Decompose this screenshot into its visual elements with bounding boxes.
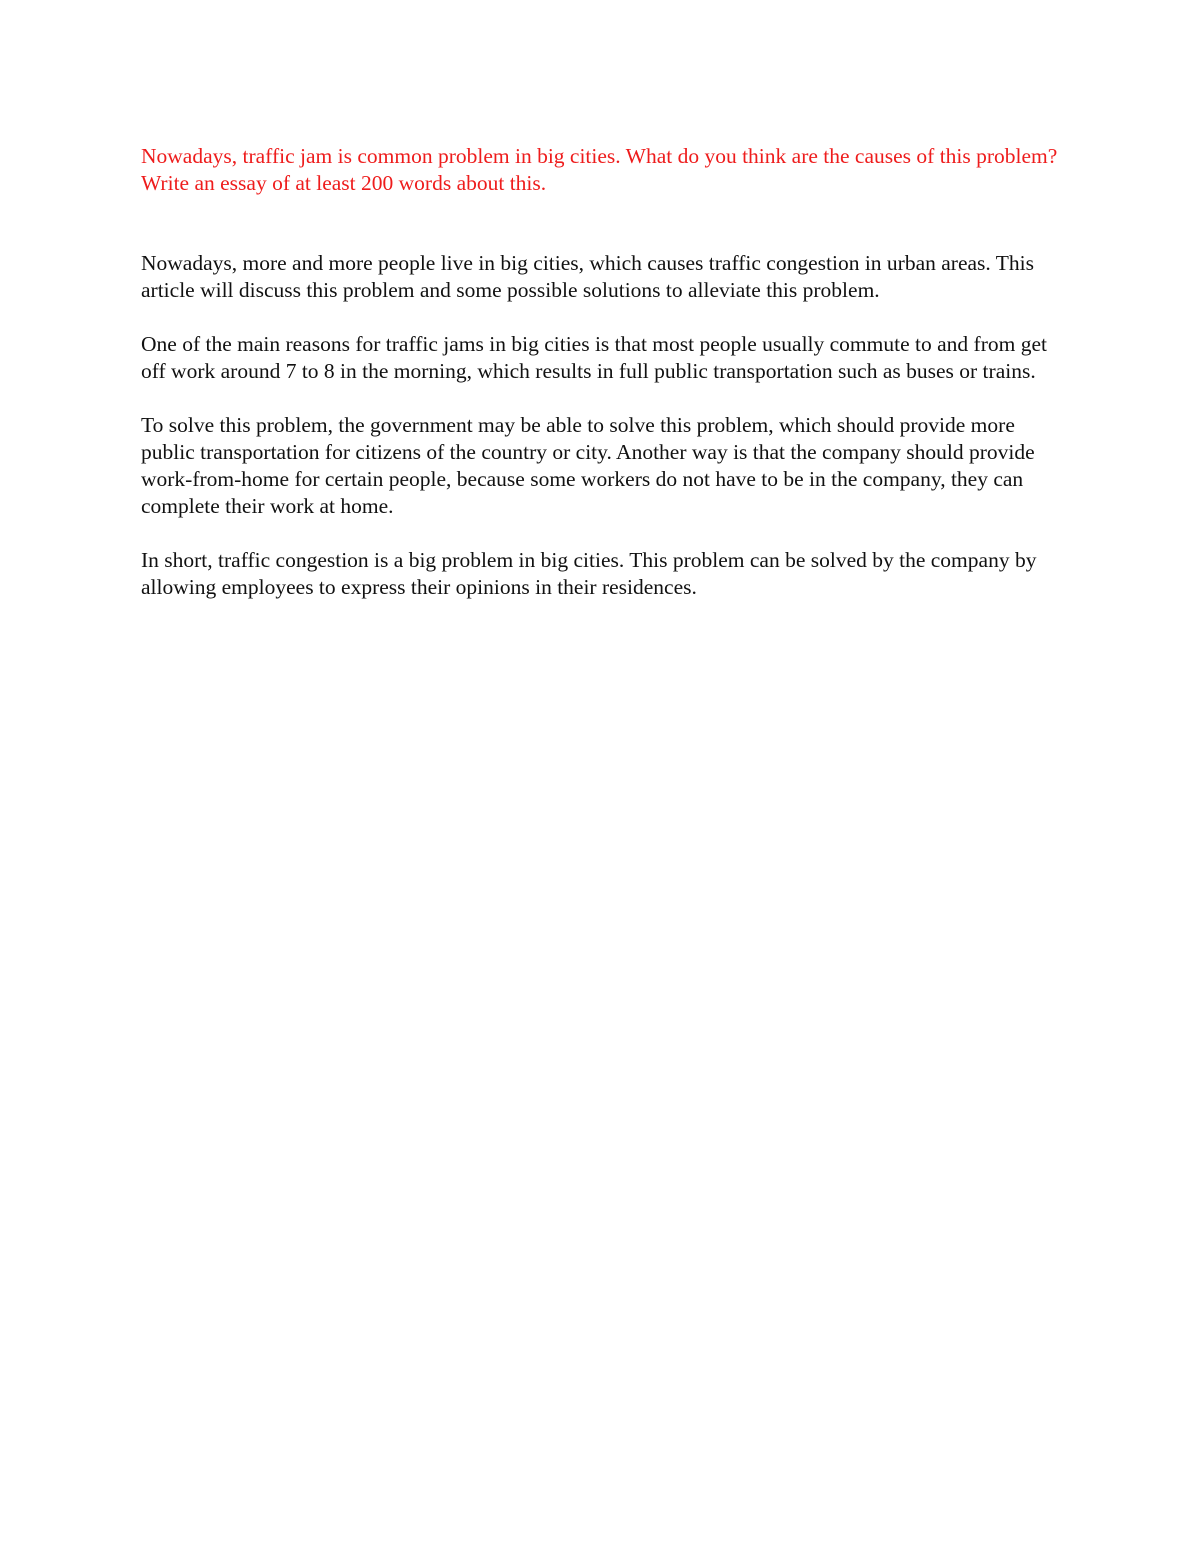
prompt-question: Nowadays, traffic jam is common problem in big cities. What do you think are the causes of this problem? xyxy=(141,144,1058,168)
essay-paragraph-intro: Nowadays, more and more people live in big cities, which causes traffic congestion in urban areas. This article will discuss this problem and some possible solutions to alleviate this problem. xyxy=(141,251,1034,302)
prompt-instruction: Write an essay of at least 200 words about this. xyxy=(141,171,547,195)
essay-paragraph-solutions: To solve this problem, the government may be able to solve this problem, which should provide more public transportation for citizens of the country or city. Another way is that the company should provide work-from-home for certain people, because some workers do not have to be in the company, they can complete their work at home. xyxy=(141,413,1035,518)
essay-prompt xyxy=(141,143,1061,197)
essay-paragraph-conclusion: In short, traffic congestion is a big problem in big cities. This problem can be solved by the company by allowing employees to express their opinions in their residences. xyxy=(141,548,1037,599)
document-content xyxy=(141,143,1061,628)
essay-paragraph-causes: One of the main reasons for traffic jams in big cities is that most people usually commute to and from get off work around 7 to 8 in the morning, which results in full public transportation such as buses or trains. xyxy=(141,332,1047,383)
essay-body xyxy=(141,250,1061,601)
